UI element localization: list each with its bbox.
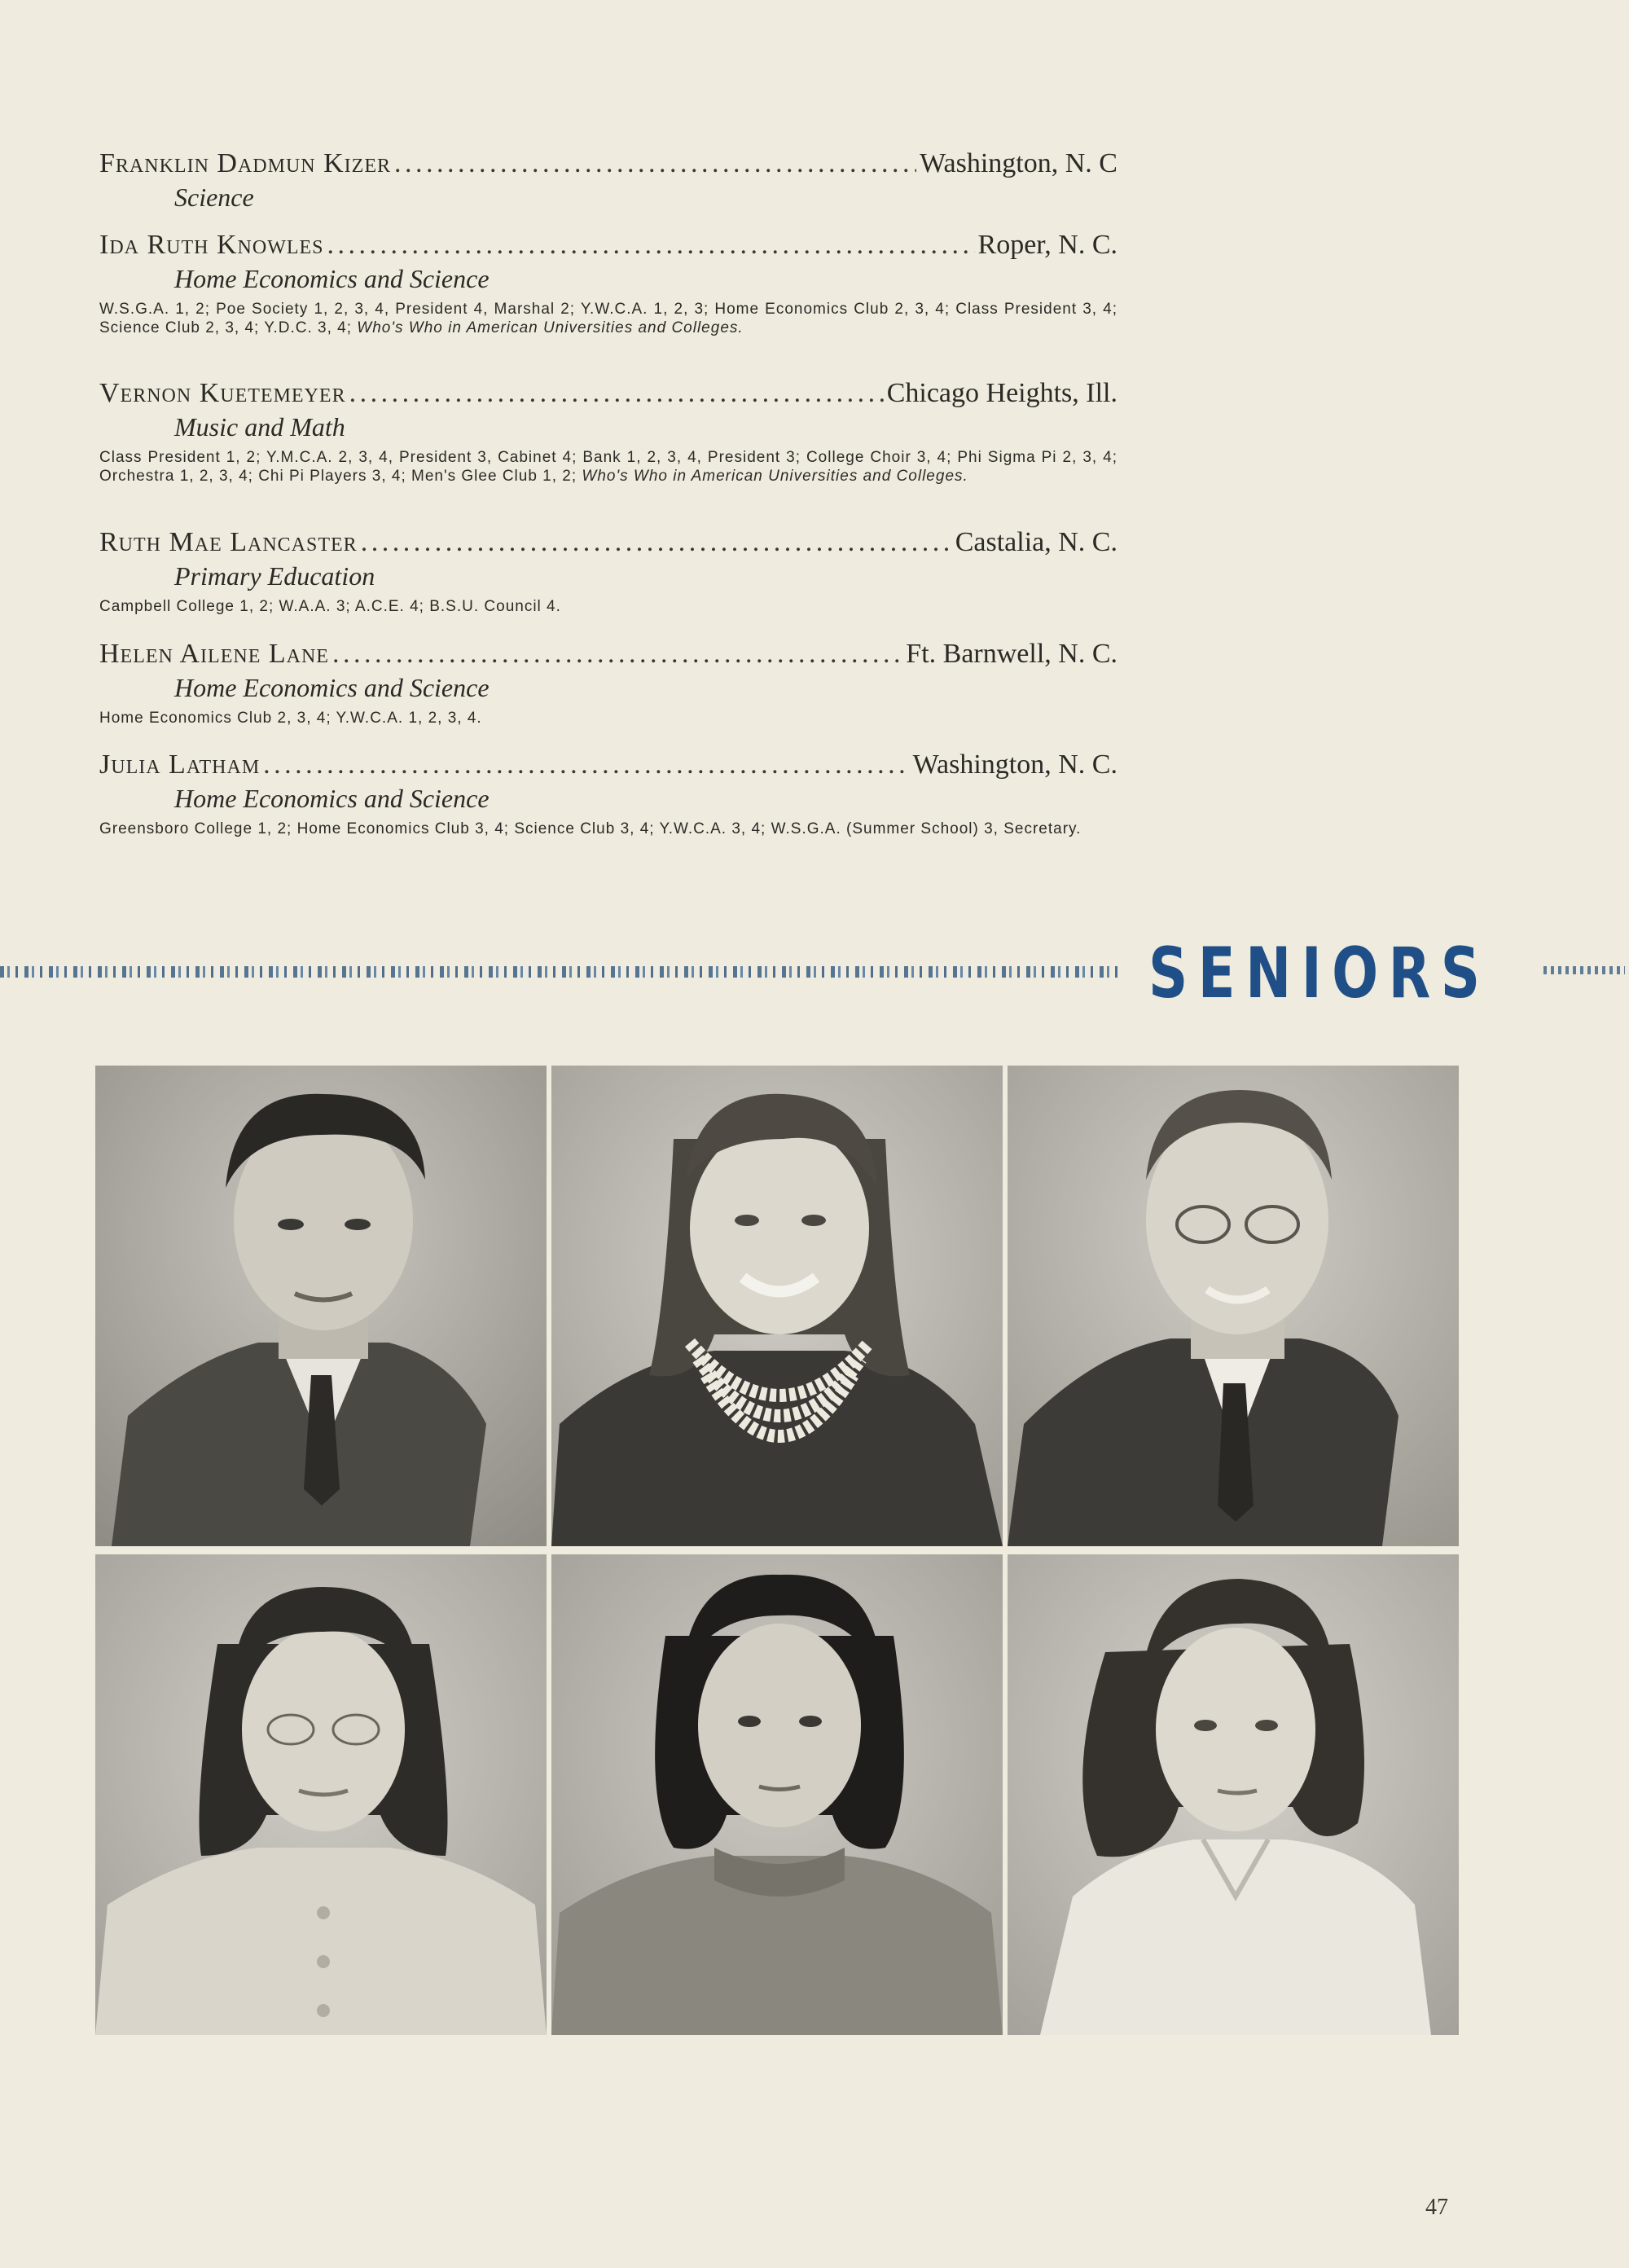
student-major: Primary Education: [174, 561, 375, 591]
student-activities: Class President 1, 2; Y.M.C.A. 2, 3, 4, President 3, Cabinet 4; Bank 1, 2, 3, 4, President 3; College Choir 3, 4; Phi Sigma Pi 2, 3, 4; Orchestra 1, 2, 3, 4; Chi Pi Players 3, 4; Men's Glee Club 1, 2; Who's Who in American Universities and Colleges.: [99, 449, 1117, 485]
portrait-photo: [95, 1066, 547, 1546]
student-name: Julia Latham: [99, 749, 261, 780]
portrait-photo: [551, 1554, 1003, 2035]
senior-entry: [99, 147, 1117, 213]
student-name: Ida Ruth Knowles: [99, 230, 324, 260]
student-major: Home Economics and Science: [174, 673, 490, 702]
student-name: Franklin Dadmun Kizer: [99, 148, 391, 178]
student-hometown: Roper, N. C.: [977, 230, 1117, 260]
student-major: Home Economics and Science: [174, 264, 490, 293]
portrait-woman-glasses-icon: [95, 1554, 547, 2035]
student-hometown: Washington, N. C.: [912, 749, 1117, 780]
page-number: 47: [1425, 2195, 1448, 2220]
student-hometown: Washington, N. C: [920, 148, 1117, 178]
student-major: Home Economics and Science: [174, 784, 490, 813]
portrait-grid: [95, 1066, 1459, 2035]
senior-entry: [99, 525, 1117, 616]
section-title: SENIORS: [1148, 933, 1491, 1014]
portrait-man-glasses-icon: [1008, 1066, 1459, 1546]
portrait-woman-icon: [551, 1554, 1003, 2035]
section-banner: [0, 933, 1629, 1014]
student-activities: Campbell College 1, 2; W.A.A. 3; A.C.E. 4; B.S.U. Council 4.: [99, 598, 561, 615]
student-name: Ruth Mae Lancaster: [99, 527, 358, 557]
student-activities: Greensboro College 1, 2; Home Economics Club 3, 4; Science Club 3, 4; Y.W.C.A. 3, 4; W.S.G.A. (Summer School) 3, Secretary.: [99, 820, 1082, 837]
student-activities: W.S.G.A. 1, 2; Poe Society 1, 2, 3, 4, President 4, Marshal 2; Y.W.C.A. 1, 2, 3; Home Economics Club 2, 3, 4; Class President 3, 4; Science Club 2, 3, 4; Y.D.C. 3, 4; Who's Who in American Universities and Colleges.: [99, 301, 1117, 336]
student-hometown: Castalia, N. C.: [955, 527, 1117, 557]
student-name: Helen Ailene Lane: [99, 639, 329, 669]
student-hometown: Chicago Heights, Ill.: [886, 378, 1117, 408]
decorative-rule-end: [1543, 966, 1625, 974]
student-activities: Home Economics Club 2, 3, 4; Y.W.C.A. 1, 2, 3, 4.: [99, 710, 482, 727]
student-name: Vernon Kuetemeyer: [99, 378, 346, 408]
portrait-photo: [551, 1066, 1003, 1546]
senior-entry: [99, 748, 1117, 838]
portrait-photo: [1008, 1554, 1459, 2035]
student-major: Science: [174, 182, 254, 212]
portrait-photo: [1008, 1066, 1459, 1546]
decorative-rule: [0, 966, 1120, 978]
senior-entry: [99, 376, 1117, 486]
portrait-woman-icon: [551, 1066, 1003, 1546]
portrait-photo: [95, 1554, 547, 2035]
student-hometown: Ft. Barnwell, N. C.: [906, 639, 1117, 669]
senior-entry: [99, 637, 1117, 727]
portrait-woman-icon: [1008, 1554, 1459, 2035]
student-major: Music and Math: [174, 412, 345, 442]
senior-entry: [99, 228, 1117, 337]
portrait-man-icon: [95, 1066, 547, 1546]
